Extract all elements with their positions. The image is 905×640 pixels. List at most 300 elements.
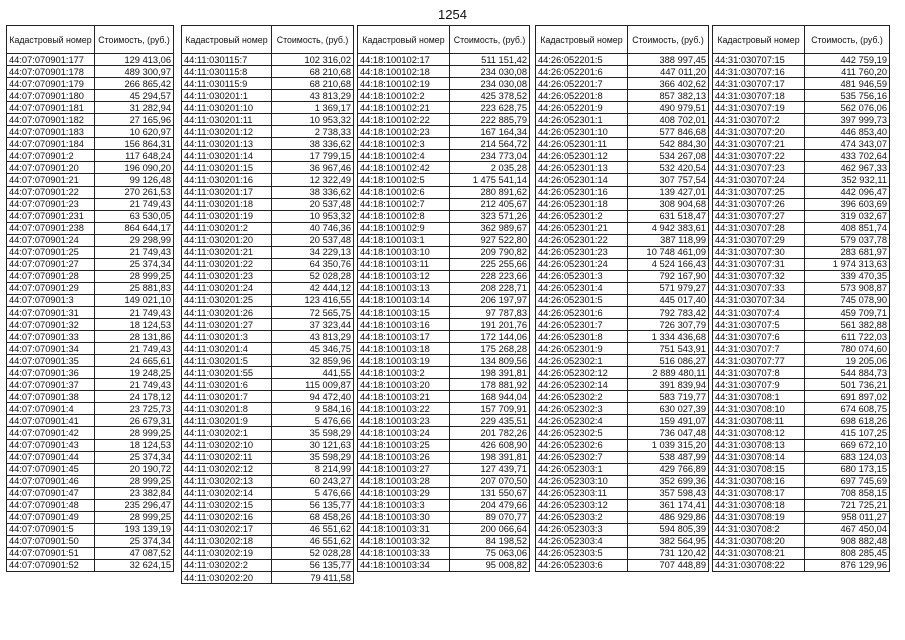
cadastral-number-cell: 44:18:100103:12 (358, 270, 450, 282)
cost-cell: 683 124,03 (805, 451, 890, 463)
header-cost: Стоимость, (руб.) (450, 26, 530, 54)
cost-cell: 266 865,42 (95, 78, 174, 90)
cost-cell: 538 487,99 (628, 451, 709, 463)
cost-cell: 481 946,59 (805, 78, 890, 90)
table-row (182, 114, 354, 126)
cost-cell: 579 037,78 (805, 234, 890, 246)
cost-cell: 446 853,40 (805, 126, 890, 138)
cadastral-number-cell: 44:26:052301:14 (536, 174, 628, 186)
table-row (713, 114, 890, 126)
cost-cell: 8 214,99 (272, 463, 354, 475)
cadastral-number-cell: 44:18:100103:27 (358, 463, 450, 475)
table-row (7, 186, 174, 198)
cost-cell: 229 435,51 (450, 415, 530, 427)
cost-cell: 561 382,88 (805, 319, 890, 331)
cadastral-number-cell: 44:18:100102:4 (358, 150, 450, 162)
cost-cell: 75 063,06 (450, 547, 530, 559)
cadastral-number-cell: 44:31:030707:77 (713, 355, 805, 367)
cadastral-number-cell: 44:07:070901:21 (7, 174, 95, 186)
cadastral-number-cell: 44:07:070901:180 (7, 90, 95, 102)
cost-table-1 (6, 25, 174, 572)
cadastral-number-cell: 44:18:100102:9 (358, 222, 450, 234)
table-row (7, 427, 174, 439)
table-row (182, 511, 354, 523)
cadastral-number-cell: 44:26:052301:23 (536, 246, 628, 258)
table-row (536, 306, 709, 318)
cost-cell: 149 021,10 (95, 294, 174, 306)
table-row (7, 90, 174, 102)
table-row (536, 234, 709, 246)
cost-cell: 35 598,29 (272, 451, 354, 463)
cadastral-number-cell: 44:26:052201:9 (536, 102, 628, 114)
cost-cell: 12 322,49 (272, 174, 354, 186)
table-row (182, 186, 354, 198)
cadastral-number-cell: 44:31:030707:27 (713, 210, 805, 222)
cadastral-number-cell: 44:26:052302:7 (536, 451, 628, 463)
cost-cell: 339 470,35 (805, 270, 890, 282)
cost-cell: 123 416,55 (272, 294, 354, 306)
table-row (358, 319, 530, 331)
cost-cell: 24 178,12 (95, 391, 174, 403)
table-row (182, 150, 354, 162)
cadastral-number-cell: 44:31:030707:32 (713, 270, 805, 282)
cadastral-number-cell: 44:26:052302:4 (536, 415, 628, 427)
cost-cell: 792 167,90 (628, 270, 709, 282)
cadastral-number-cell: 44:26:052201:5 (536, 54, 628, 66)
table-row (536, 439, 709, 451)
cadastral-number-cell: 44:18:100103:15 (358, 306, 450, 318)
cost-cell: 573 908,87 (805, 282, 890, 294)
table-row (7, 234, 174, 246)
cadastral-number-cell: 44:11:030201:14 (182, 150, 272, 162)
table-row (182, 210, 354, 222)
cadastral-number-cell: 44:18:100102:6 (358, 186, 450, 198)
cost-cell: 45 294,57 (95, 90, 174, 102)
cost-cell: 631 518,47 (628, 210, 709, 222)
cadastral-number-cell: 44:11:030202:16 (182, 511, 272, 523)
cadastral-number-cell: 44:31:030708:11 (713, 415, 805, 427)
cost-cell: 134 809,56 (450, 355, 530, 367)
table-row (182, 90, 354, 102)
cost-cell: 361 174,41 (628, 499, 709, 511)
table-row (713, 331, 890, 343)
table-row (7, 523, 174, 535)
cost-cell: 680 173,15 (805, 463, 890, 475)
cadastral-number-cell: 44:07:070901:181 (7, 102, 95, 114)
cadastral-number-cell: 44:18:100102:18 (358, 66, 450, 78)
cadastral-number-cell: 44:11:030201:5 (182, 355, 272, 367)
cost-cell: 721 725,21 (805, 499, 890, 511)
cost-cell: 97 787,83 (450, 306, 530, 318)
cadastral-number-cell: 44:11:030202:11 (182, 451, 272, 463)
table-row (358, 415, 530, 427)
table-row (536, 210, 709, 222)
cadastral-number-cell: 44:26:052303:5 (536, 547, 628, 559)
table-row (358, 487, 530, 499)
cadastral-number-cell: 44:07:070901:4 (7, 403, 95, 415)
cadastral-number-cell: 44:31:030708:18 (713, 499, 805, 511)
cadastral-number-cell: 44:11:030201:4 (182, 343, 272, 355)
cost-cell: 63 530,05 (95, 210, 174, 222)
cost-cell: 352 699,36 (628, 475, 709, 487)
table-row (182, 331, 354, 343)
cadastral-number-cell: 44:07:070901:5 (7, 523, 95, 535)
table-row (182, 559, 354, 571)
cadastral-number-cell: 44:31:030707:18 (713, 90, 805, 102)
cost-cell: 32 624,15 (95, 559, 174, 571)
table-row (7, 54, 174, 66)
cadastral-number-cell: 44:11:030201:16 (182, 174, 272, 186)
cadastral-number-cell: 44:31:030708:2 (713, 523, 805, 535)
cost-cell: 157 709,91 (450, 403, 530, 415)
cadastral-number-cell: 44:11:030202:18 (182, 535, 272, 547)
cadastral-number-cell: 44:26:052302:3 (536, 403, 628, 415)
table-row (182, 391, 354, 403)
table-row (358, 114, 530, 126)
cadastral-number-cell: 44:18:100103:18 (358, 343, 450, 355)
cadastral-number-cell: 44:26:052303:4 (536, 535, 628, 547)
table-row (713, 78, 890, 90)
table-row (358, 439, 530, 451)
cadastral-number-cell: 44:07:070901:50 (7, 535, 95, 547)
cadastral-number-cell: 44:26:052301:21 (536, 222, 628, 234)
cadastral-number-cell: 44:18:100103:3 (358, 499, 450, 511)
cadastral-number-cell: 44:31:030707:30 (713, 246, 805, 258)
cost-cell: 630 027,39 (628, 403, 709, 415)
table-row (7, 306, 174, 318)
cost-cell: 577 846,68 (628, 126, 709, 138)
table-row (713, 391, 890, 403)
table-row (358, 475, 530, 487)
cost-cell: 562 076,06 (805, 102, 890, 114)
cadastral-number-cell: 44:31:030708:15 (713, 463, 805, 475)
cadastral-number-cell: 44:07:070901:182 (7, 114, 95, 126)
table-row (182, 319, 354, 331)
cadastral-number-cell: 44:18:100103:31 (358, 523, 450, 535)
table-row (536, 319, 709, 331)
cadastral-number-cell: 44:26:052301:10 (536, 126, 628, 138)
cadastral-number-cell: 44:11:030201:13 (182, 138, 272, 150)
table-row (536, 391, 709, 403)
table-row (713, 186, 890, 198)
cost-cell: 447 011,20 (628, 66, 709, 78)
cadastral-number-cell: 44:18:100102:22 (358, 114, 450, 126)
cost-cell: 37 323,44 (272, 319, 354, 331)
cadastral-number-cell: 44:26:052301:11 (536, 138, 628, 150)
cadastral-number-cell: 44:31:030707:34 (713, 294, 805, 306)
table-row (536, 499, 709, 511)
cadastral-number-cell: 44:18:100103:25 (358, 439, 450, 451)
cost-cell: 25 374,34 (95, 258, 174, 270)
table-row (358, 150, 530, 162)
cost-cell: 270 261,53 (95, 186, 174, 198)
cost-cell: 20 190,72 (95, 463, 174, 475)
cadastral-number-cell: 44:31:030707:5 (713, 319, 805, 331)
cadastral-number-cell: 44:11:030202:10 (182, 439, 272, 451)
cadastral-number-cell: 44:11:030201:20 (182, 234, 272, 246)
cadastral-number-cell: 44:31:030707:9 (713, 379, 805, 391)
cadastral-number-cell: 44:11:030201:55 (182, 367, 272, 379)
cadastral-number-cell: 44:07:070901:178 (7, 66, 95, 78)
cost-cell: 10 953,32 (272, 114, 354, 126)
table-row (536, 150, 709, 162)
cadastral-number-cell: 44:31:030708:13 (713, 439, 805, 451)
table-row (358, 162, 530, 174)
cost-cell: 168 944,04 (450, 391, 530, 403)
cost-cell: 46 551,62 (272, 523, 354, 535)
cadastral-number-cell: 44:31:030708:10 (713, 403, 805, 415)
table-row (713, 379, 890, 391)
table-row (713, 198, 890, 210)
cost-cell: 214 564,72 (450, 138, 530, 150)
table-row (536, 258, 709, 270)
table-row (358, 234, 530, 246)
cadastral-number-cell: 44:26:052303:12 (536, 499, 628, 511)
cadastral-number-cell: 44:26:052302:12 (536, 367, 628, 379)
cadastral-number-cell: 44:18:100103:16 (358, 319, 450, 331)
cost-cell: 175 268,28 (450, 343, 530, 355)
cadastral-number-cell: 44:07:070901:179 (7, 78, 95, 90)
cost-cell: 60 243,27 (272, 475, 354, 487)
table-row (358, 54, 530, 66)
table-row (536, 270, 709, 282)
cost-cell: 223 628,75 (450, 102, 530, 114)
cadastral-number-cell: 44:31:030708:20 (713, 535, 805, 547)
table-row (536, 547, 709, 559)
table-row (182, 572, 354, 584)
cost-cell: 459 709,71 (805, 306, 890, 318)
cost-cell: 26 679,31 (95, 415, 174, 427)
cadastral-number-cell: 44:07:070901:177 (7, 54, 95, 66)
table-row (358, 343, 530, 355)
cadastral-number-cell: 44:18:100103:26 (358, 451, 450, 463)
table-row (7, 343, 174, 355)
cadastral-number-cell: 44:11:030201:15 (182, 162, 272, 174)
table-row (358, 559, 530, 571)
table-row (358, 451, 530, 463)
table-row (182, 258, 354, 270)
table-row (713, 499, 890, 511)
cadastral-number-cell: 44:18:100103:23 (358, 415, 450, 427)
cost-cell: 697 745,69 (805, 475, 890, 487)
cadastral-number-cell: 44:31:030707:19 (713, 102, 805, 114)
table-row (182, 282, 354, 294)
table-row (713, 355, 890, 367)
cost-cell: 433 702,64 (805, 150, 890, 162)
table-row (358, 523, 530, 535)
cost-cell: 382 564,95 (628, 535, 709, 547)
table-row (7, 222, 174, 234)
header-cost: Стоимость, (руб.) (628, 26, 709, 54)
table-row (182, 138, 354, 150)
cadastral-number-cell: 44:11:030201:9 (182, 415, 272, 427)
cost-cell: 708 858,15 (805, 487, 890, 499)
cost-cell: 442 096,47 (805, 186, 890, 198)
table-row (713, 535, 890, 547)
cost-cell: 222 885,79 (450, 114, 530, 126)
cadastral-number-cell: 44:18:100103:17 (358, 331, 450, 343)
cadastral-number-cell: 44:18:100103:13 (358, 282, 450, 294)
cost-cell: 780 074,60 (805, 343, 890, 355)
cost-cell: 611 722,03 (805, 331, 890, 343)
table-row (713, 523, 890, 535)
cadastral-number-cell: 44:18:100103:2 (358, 367, 450, 379)
cost-cell: 5 476,66 (272, 487, 354, 499)
cadastral-number-cell: 44:18:100103:30 (358, 511, 450, 523)
table-row (713, 90, 890, 102)
cadastral-number-cell: 44:26:052301:5 (536, 294, 628, 306)
cadastral-number-cell: 44:31:030707:7 (713, 343, 805, 355)
cost-cell: 366 402,62 (628, 78, 709, 90)
cost-cell: 99 126,48 (95, 174, 174, 186)
cadastral-number-cell: 44:26:052302:6 (536, 439, 628, 451)
cost-cell: 594 805,39 (628, 523, 709, 535)
cost-cell: 542 884,30 (628, 138, 709, 150)
cost-cell: 864 644,17 (95, 222, 174, 234)
cost-cell: 196 090,20 (95, 162, 174, 174)
cadastral-number-cell: 44:11:030201:18 (182, 198, 272, 210)
table-row (182, 355, 354, 367)
cost-cell: 25 374,34 (95, 451, 174, 463)
table-row (7, 331, 174, 343)
table-row (713, 403, 890, 415)
table-row (713, 102, 890, 114)
cost-cell: 669 672,10 (805, 439, 890, 451)
table-row (182, 66, 354, 78)
cost-cell: 429 766,89 (628, 463, 709, 475)
cost-cell: 352 932,11 (805, 174, 890, 186)
cadastral-number-cell: 44:31:030707:21 (713, 138, 805, 150)
cadastral-number-cell: 44:11:030202:13 (182, 475, 272, 487)
cost-cell: 45 346,75 (272, 343, 354, 355)
table-row (536, 535, 709, 547)
cost-cell: 102 316,02 (272, 54, 354, 66)
table-row (182, 451, 354, 463)
cadastral-number-cell: 44:31:030708:17 (713, 487, 805, 499)
cadastral-number-cell: 44:31:030707:22 (713, 150, 805, 162)
cadastral-number-cell: 44:11:030201:12 (182, 126, 272, 138)
cost-cell: 21 749,43 (95, 343, 174, 355)
cost-cell: 117 648,24 (95, 150, 174, 162)
table-row (358, 403, 530, 415)
cadastral-number-cell: 44:31:030707:28 (713, 222, 805, 234)
cost-cell: 17 799,15 (272, 150, 354, 162)
table-row (182, 343, 354, 355)
cost-cell: 511 151,42 (450, 54, 530, 66)
table-row (536, 162, 709, 174)
cadastral-number-cell: 44:26:052301:18 (536, 198, 628, 210)
cadastral-number-cell: 44:26:052302:1 (536, 355, 628, 367)
cost-cell: 206 197,97 (450, 294, 530, 306)
table-row (358, 535, 530, 547)
table-row (7, 258, 174, 270)
cadastral-number-cell: 44:31:030708:14 (713, 451, 805, 463)
table-row (7, 294, 174, 306)
cost-cell: 79 411,58 (272, 572, 354, 584)
table-row (358, 511, 530, 523)
cost-cell: 94 472,40 (272, 391, 354, 403)
cadastral-number-cell: 44:18:100102:21 (358, 102, 450, 114)
cost-cell: 388 997,45 (628, 54, 709, 66)
cadastral-number-cell: 44:11:030201:23 (182, 270, 272, 282)
cost-cell: 415 107,25 (805, 427, 890, 439)
cost-cell: 28 999,25 (95, 475, 174, 487)
table-row (182, 367, 354, 379)
cadastral-number-cell: 44:31:030707:17 (713, 78, 805, 90)
table-row (713, 487, 890, 499)
cadastral-number-cell: 44:18:100103:1 (358, 234, 450, 246)
table-row (358, 355, 530, 367)
cadastral-number-cell: 44:07:070901:38 (7, 391, 95, 403)
cost-cell: 139 427,01 (628, 186, 709, 198)
cadastral-number-cell: 44:26:052301:22 (536, 234, 628, 246)
table-row (7, 355, 174, 367)
table-row (182, 174, 354, 186)
cost-cell: 426 608,90 (450, 439, 530, 451)
cost-cell: 21 749,43 (95, 379, 174, 391)
cost-cell: 27 165,96 (95, 114, 174, 126)
table-row (358, 258, 530, 270)
cadastral-number-cell: 44:18:100103:14 (358, 294, 450, 306)
cost-cell: 19 205,06 (805, 355, 890, 367)
cost-cell: 228 223,66 (450, 270, 530, 282)
header-cadastral-number: Кадастровый номер (182, 26, 272, 54)
table-row (713, 246, 890, 258)
table-row (536, 523, 709, 535)
table-row (358, 78, 530, 90)
cost-cell: 489 300,97 (95, 66, 174, 78)
cadastral-number-cell: 44:07:070901:52 (7, 559, 95, 571)
cost-cell: 516 086,27 (628, 355, 709, 367)
cost-cell: 474 343,07 (805, 138, 890, 150)
cost-cell: 397 999,73 (805, 114, 890, 126)
cadastral-number-cell: 44:26:052301:12 (536, 150, 628, 162)
cost-cell: 201 782,26 (450, 427, 530, 439)
cost-cell: 28 999,25 (95, 511, 174, 523)
table-row (182, 523, 354, 535)
table-row (182, 294, 354, 306)
cost-cell: 64 350,76 (272, 258, 354, 270)
table-row (713, 282, 890, 294)
table-row (713, 162, 890, 174)
cadastral-number-cell: 44:07:070901:36 (7, 367, 95, 379)
cost-cell: 52 028,28 (272, 547, 354, 559)
table-header-row (358, 26, 530, 54)
cost-cell: 4 524 166,43 (628, 258, 709, 270)
table-row (7, 439, 174, 451)
table-row (536, 198, 709, 210)
cost-cell: 280 891,62 (450, 186, 530, 198)
cost-cell: 20 537,48 (272, 198, 354, 210)
cadastral-number-cell: 44:07:070901:49 (7, 511, 95, 523)
cadastral-number-cell: 44:07:070901:25 (7, 246, 95, 258)
table-row (182, 246, 354, 258)
cadastral-number-cell: 44:11:030201:26 (182, 306, 272, 318)
cadastral-number-cell: 44:07:070901:46 (7, 475, 95, 487)
cadastral-number-cell: 44:18:100103:34 (358, 559, 450, 571)
cadastral-number-cell: 44:18:100102:19 (358, 78, 450, 90)
cost-cell: 89 070,77 (450, 511, 530, 523)
cadastral-number-cell: 44:07:070901:33 (7, 331, 95, 343)
cost-cell: 5 476,66 (272, 415, 354, 427)
cost-cell: 159 491,07 (628, 415, 709, 427)
cost-cell: 534 267,08 (628, 150, 709, 162)
cadastral-number-cell: 44:26:052303:10 (536, 475, 628, 487)
table-row (536, 331, 709, 343)
table-row (358, 391, 530, 403)
cost-cell: 28 131,86 (95, 331, 174, 343)
cadastral-number-cell: 44:26:052303:2 (536, 511, 628, 523)
